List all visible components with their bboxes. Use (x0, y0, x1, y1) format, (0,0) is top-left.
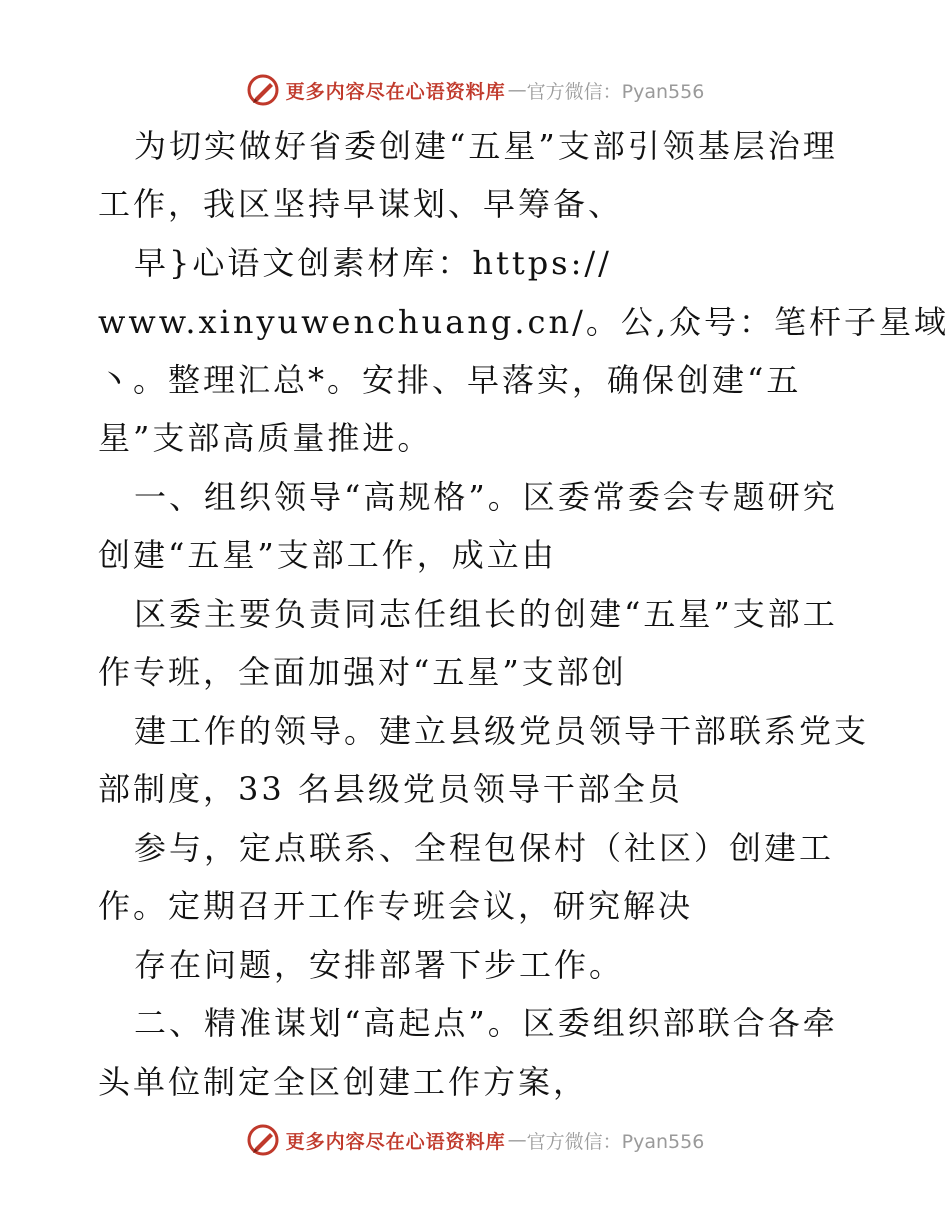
body-line-2: 工作，我区坚持早谋划、早筹备、 (98, 185, 624, 223)
body-line-6: 星”支部高质量推进。 (98, 419, 433, 457)
body-line-13: 参与，定点联系、全程包保村（社区）创建工 (134, 829, 835, 867)
body-line-14: 作。定期召开工作专班会议，研究解决 (98, 887, 694, 925)
body-line-12: 部制度，33 名县级党员领导干部全员 (98, 770, 683, 808)
body-line-5: 丶。整理汇总*。安排、早落实，确保创建“五 (98, 361, 802, 399)
body-line-17: 头单位制定全区创建工作方案， (98, 1063, 589, 1101)
body-line-16: 二、精准谋划“高起点”。区委组织部联合各牵 (134, 1004, 838, 1042)
footer-banner (0, 1120, 950, 1160)
banner-official-text: 官方微信：Pyan556 (526, 80, 705, 103)
banner-main-text: 更多内容尽在心语资料库 (285, 80, 506, 103)
body-line-9: 区委主要负责同志任组长的创建“五星”支部工 (134, 595, 838, 633)
body-line-4: www.xinyuwenchuang.cn/。公,众号：笔杆子星域 (98, 303, 950, 341)
body-line-7: 一、组织领导“高规格”。区委常委会专题研究 (134, 478, 838, 516)
header-banner (0, 70, 950, 110)
body-line-11: 建工作的领导。建立县级党员领导干部联系党支 (134, 712, 870, 750)
body-line-8: 创建“五星”支部工作，成立由 (98, 536, 557, 574)
body-line-15: 存在问题，安排部署下步工作。 (134, 946, 625, 984)
banner-official-text: 官方微信：Pyan556 (526, 1130, 705, 1153)
pen-logo-icon (246, 73, 280, 107)
body-line-10: 作专班，全面加强对“五星”支部创 (98, 653, 627, 691)
pen-logo-icon (246, 1123, 280, 1157)
banner-main-text: 更多内容尽在心语资料库 (285, 1130, 506, 1153)
banner-separator: — (507, 79, 527, 101)
body-line-1: 为切实做好省委创建“五星”支部引领基层治理 (134, 127, 838, 165)
banner-separator: — (507, 1129, 527, 1151)
body-line-3: 早}心语文创素材库：https:// (134, 244, 612, 282)
